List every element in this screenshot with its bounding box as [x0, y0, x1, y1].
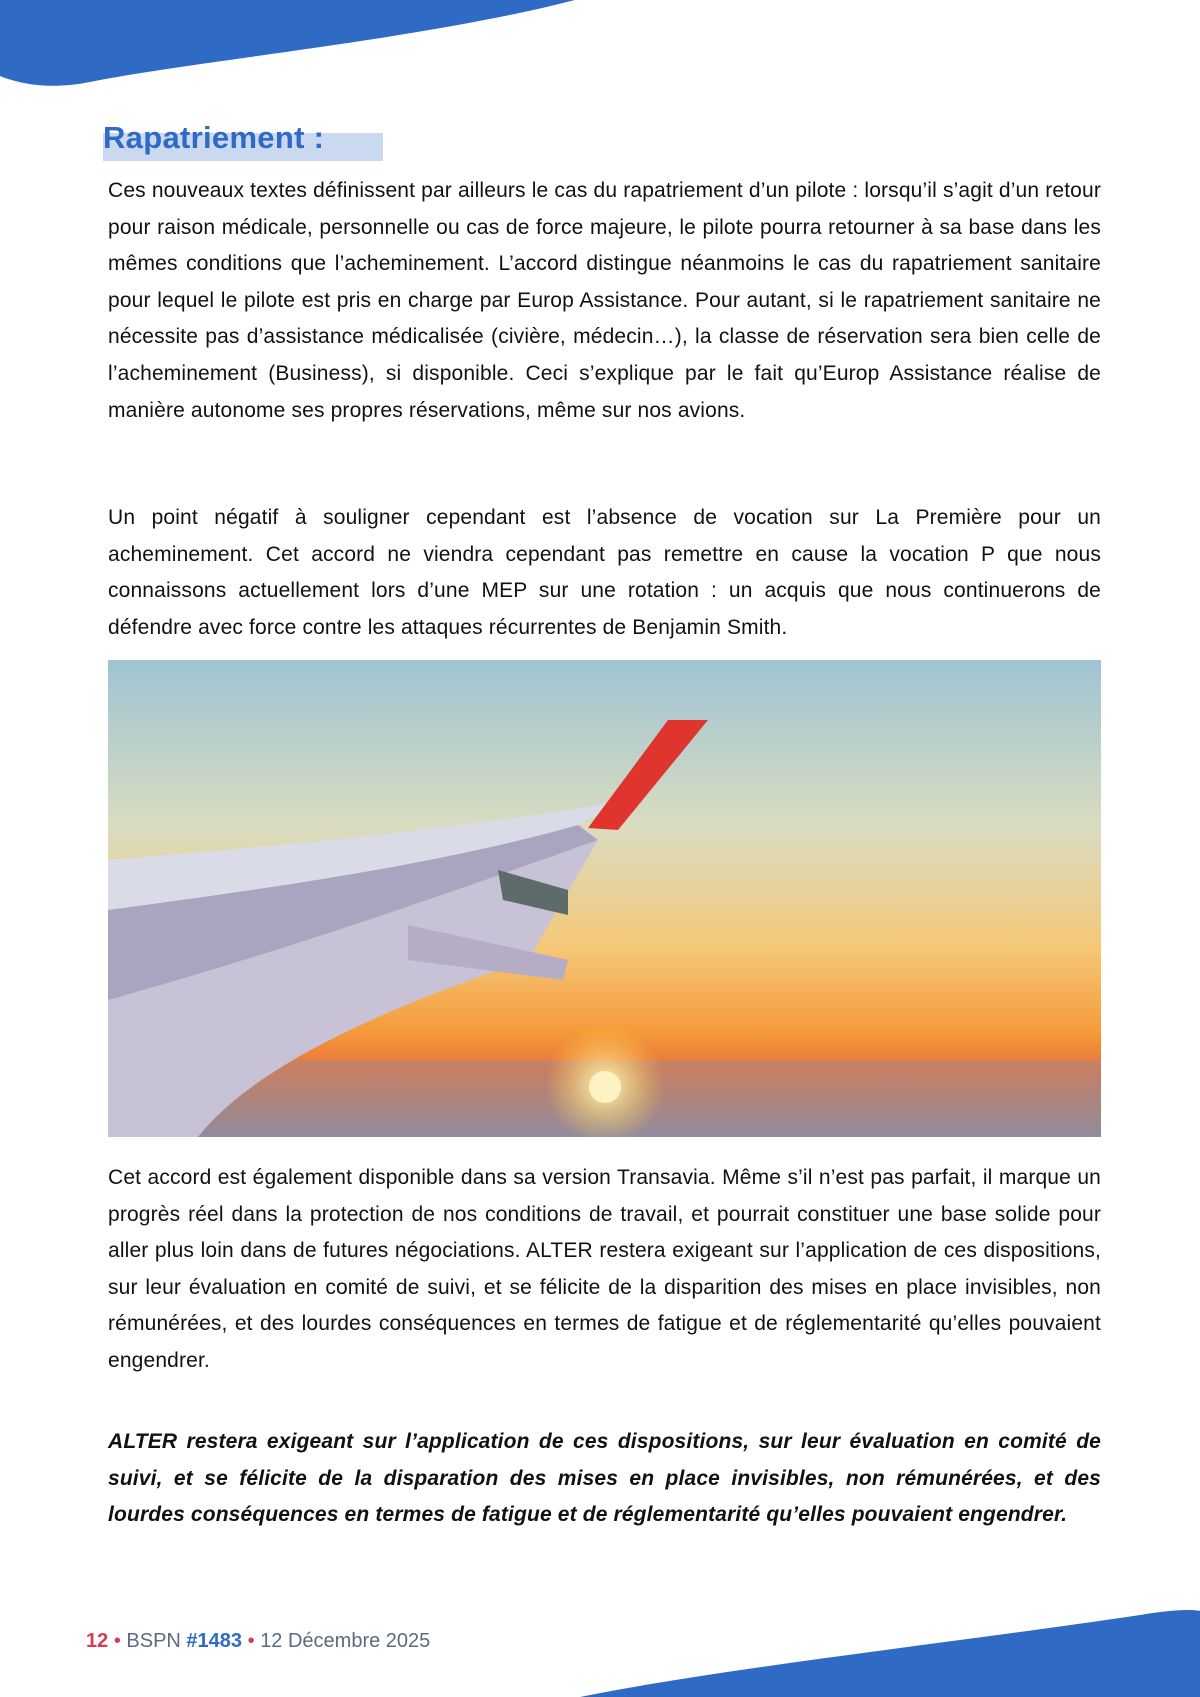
page-footer: [86, 1630, 430, 1653]
paragraph-repatriation: Ces nouveaux textes définissent par ailleurs le cas du rapatriement d’un pilote : lorsqu’il s’agit d’un retour pour raison médicale, personnelle ou cas de force majeure, le pilote pourra retourner à sa base dans les mêmes conditions que l’acheminement. L’accord distingue néanmoins le cas du rapatriement sanitaire pour lequel le pilote est pris en charge par Europ Assistance. Pour autant, si le rapatriement sanitaire ne nécessite pas d’assistance médicalisée (civière, médecin…), la classe de réservation sera bien celle de l’acheminement (Business), si disponible. Ceci s’explique par le fait qu’Europ Assistance réalise de manière autonome ses propres réservations, même sur nos avions.: [108, 179, 1101, 422]
publication-name: BSPN: [126, 1630, 181, 1652]
separator-dot: •: [113, 1630, 121, 1652]
bottom-wave-decoration: [580, 1607, 1200, 1697]
paragraph-negative-point: Un point négatif à souligner cependant est l’absence de vocation sur La Première pour un acheminement. Cet accord ne viendra cependant pas remettre en cause la vocation P que nous connaissons actuellement lors d’une MEP sur une rotation : un acquis que nous continuerons de défendre avec force contre les attaques récurrentes de Benjamin Smith.: [108, 506, 1101, 639]
airplane-wing-sunset-photo: [108, 660, 1101, 1137]
paragraph-transavia: Cet accord est également disponible dans sa version Transavia. Même s’il n’est pas parfait, il marque un progrès réel dans la protection de nos conditions de travail, et pourrait constituer une base solide pour aller plus loin dans de futures négociations. ALTER restera exigeant sur l’application de ces dispositions, sur leur évaluation en comité de suivi, et se félicite de la disparition des mises en place invisibles, non rémunérées, et des lourdes conséquences en termes de fatigue et de réglementarité qu’elles pouvaient engendrer.: [108, 1166, 1101, 1372]
page-number: 12: [86, 1630, 109, 1652]
issue-number: #1483: [186, 1630, 243, 1652]
top-wave-decoration: [0, 0, 600, 90]
separator-dot: •: [247, 1630, 255, 1652]
paragraph-conclusion-emphasis: ALTER restera exigeant sur l’application de ces dispositions, sur leur évaluation en comité de suivi, et se félicite de la disparation des mises en place invisibles, non rémunérées, et des lourdes conséquences en termes de fatigue et de réglementarité qu’elles pouvaient engendrer.: [108, 1430, 1101, 1527]
issue-date: 12 Décembre 2025: [260, 1630, 431, 1652]
section-heading: Rapatriement :: [103, 120, 325, 155]
